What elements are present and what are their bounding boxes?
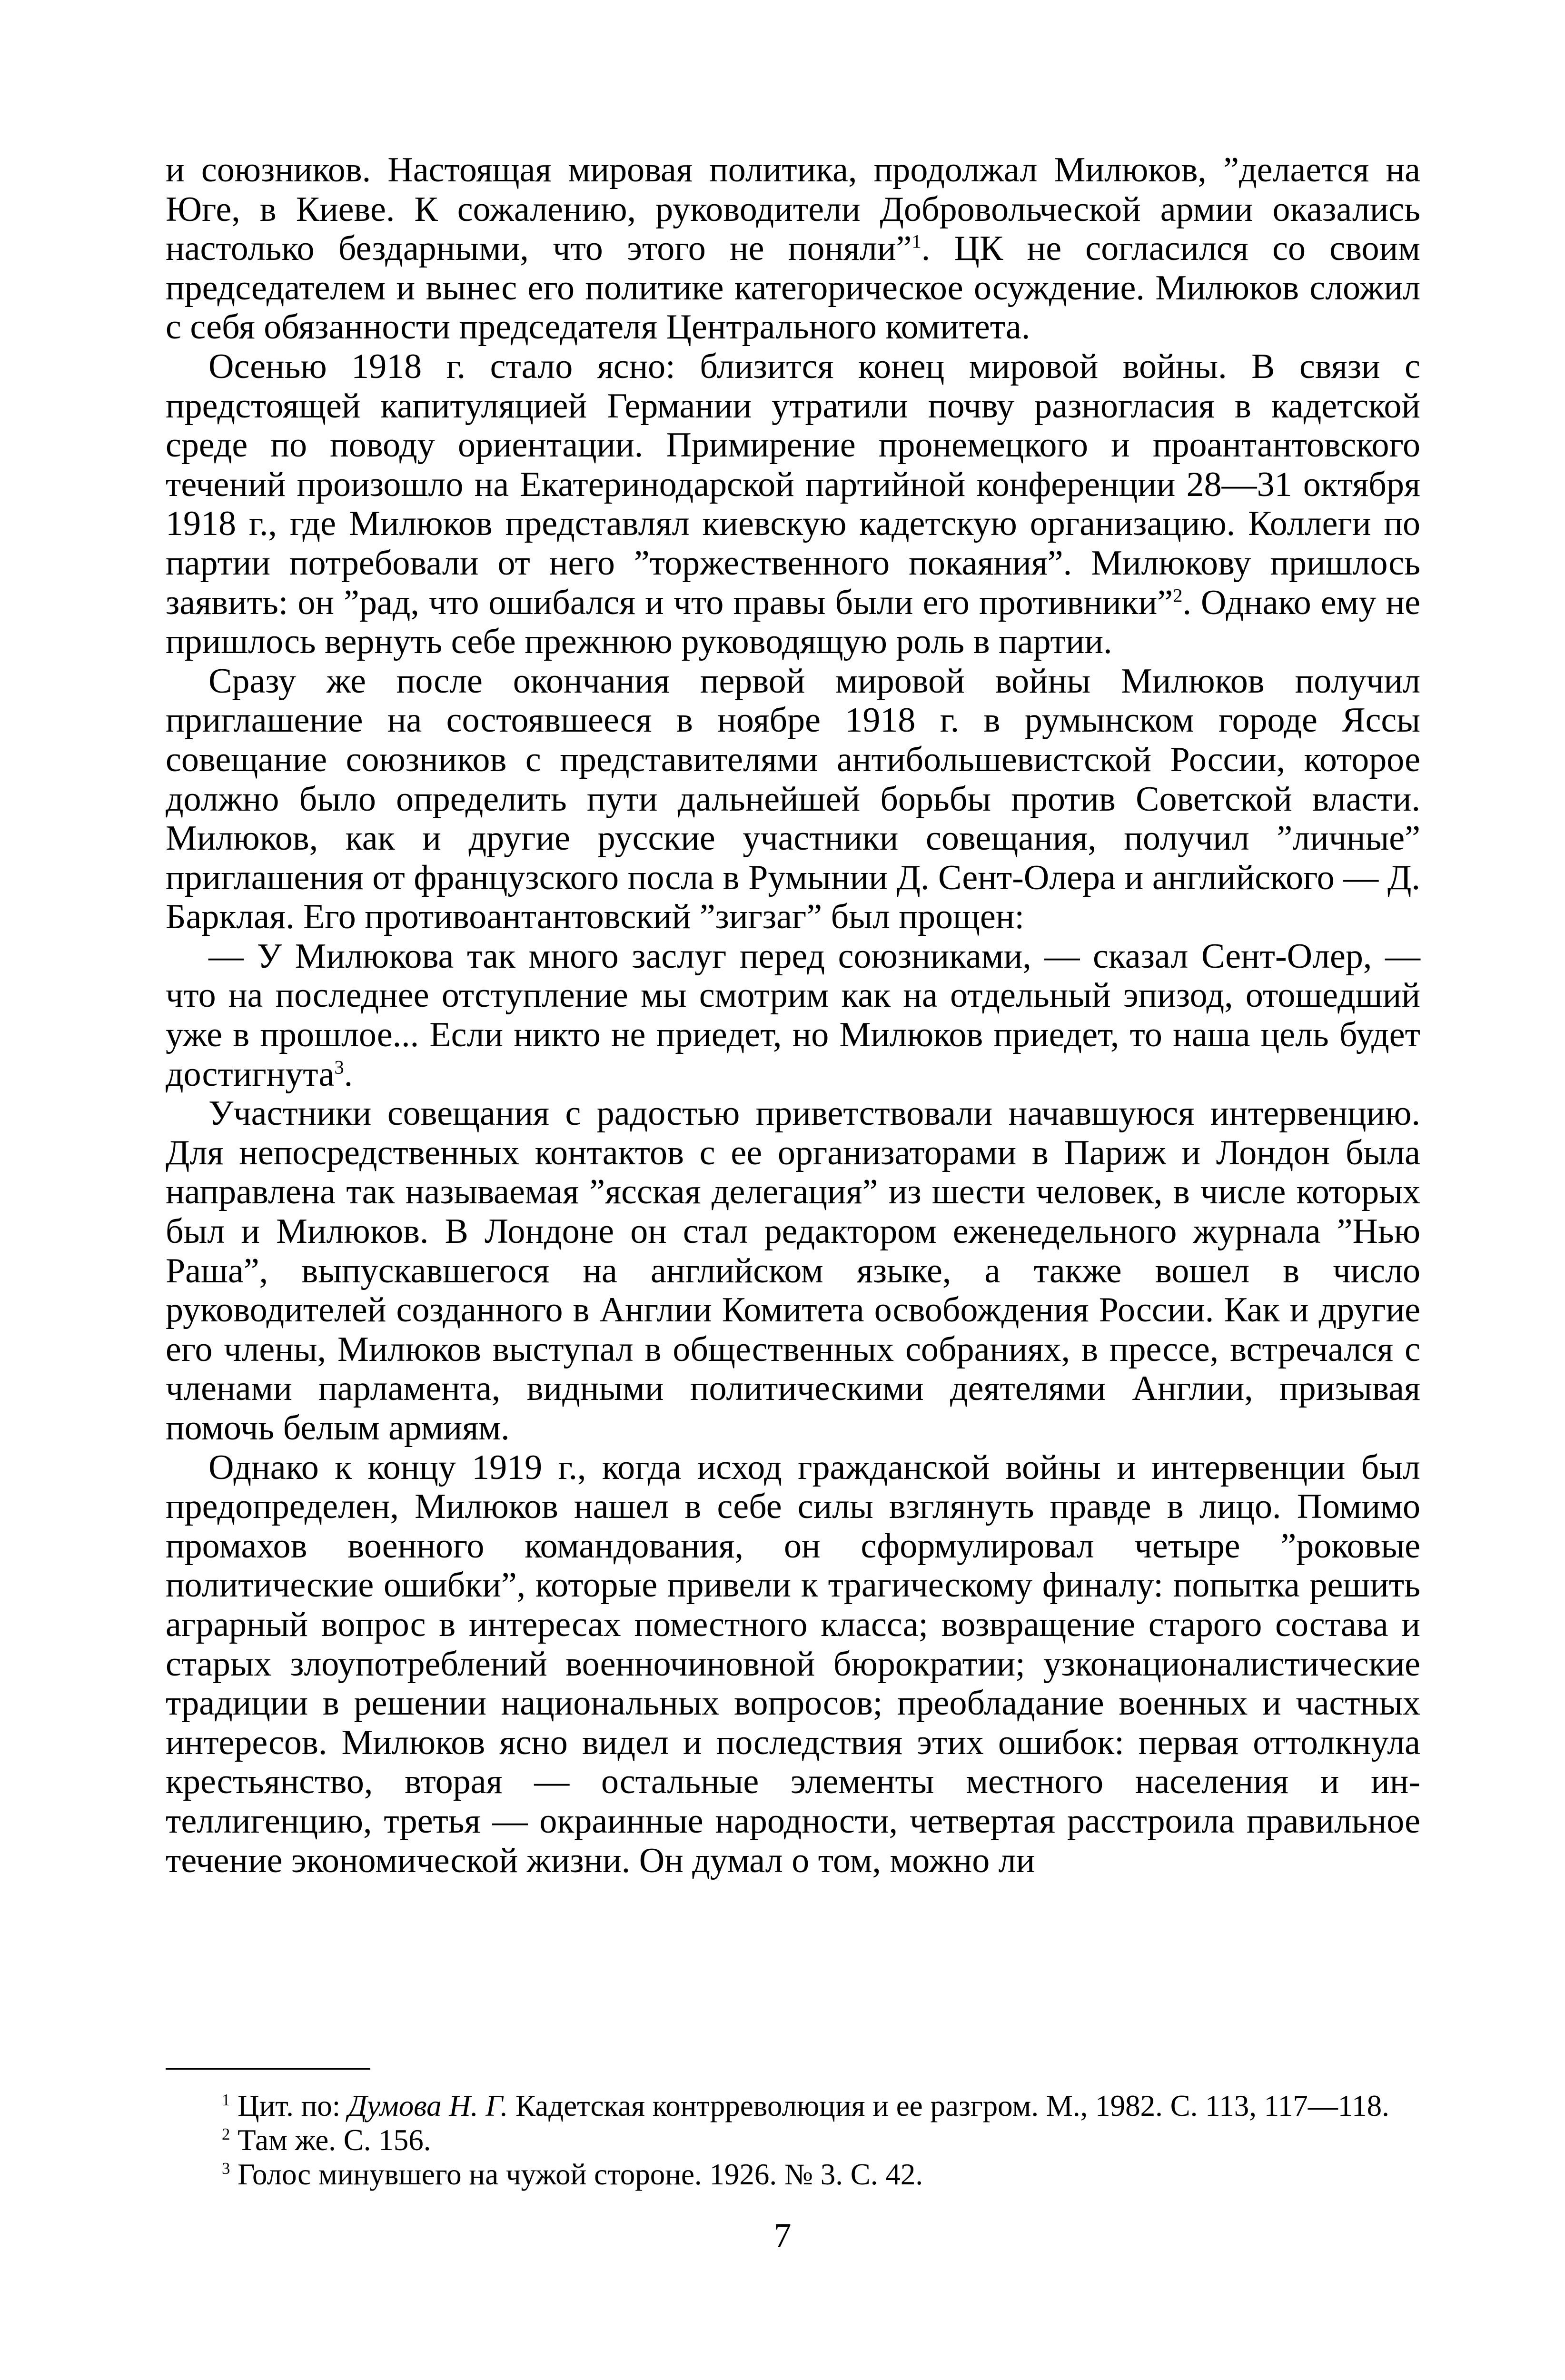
paragraph-text: Однако к концу 1919 г., когда исход гражданской войны и интервенции был предопределен, Милюков нашел в себе силы взглянуть правде в лицо. Помимо промахов военного командования, он сформулировал четыре ”роковые политические ошибки”, которые привели к трагическому финалу: попытка решить аграрный вопрос в интересах поместного класса; возвращение старого состава и старых злоупотреблений военночиновной бюрократии; узконационалистические традиции в решении национальных вопросов; преобладание военных и частных интересов. Милюков ясно видел и последствия этих ошибок: первая оттолкнула крестьянство, вторая — остальные элементы местного населения и интеллигенцию, третья — окраинные народности, четвертая расстроила правильное течение экономической жизни. Он думал о том, можно ли — [166, 1448, 1420, 1880]
paragraph-text: Сразу же после окончания первой мировой войны Милюков получил приглашение на состоявшееся в ноябре 1918 г. в румынском городе Яссы совещание союзников с представителями антибольшевистской России, которое должно было определить пути дальнейшей борьбы против Советской власти. Милюков, как и другие русские участники совещания, получил ”личные” приглашения от французского посла в Румынии Д. Сент-Олера и английского — Д. Барклая. Его противоантантовский ”зигзаг” был прощен: — [166, 661, 1420, 937]
footnote-mark: 1 — [222, 2091, 230, 2109]
paragraph-2 — [166, 347, 1420, 662]
paragraph-text: и союзников. Настоящая мировая политика, продолжал Милюков, ”делается на Юге, в Киеве. К сожалению, руководители Добровольческой армии оказались настолько бездарными, что этого не поняли” — [166, 150, 1420, 268]
paragraph-4-quote — [166, 937, 1420, 1094]
main-text — [166, 150, 1420, 1880]
footnote-ref-2[interactable]: 2 — [1173, 584, 1183, 606]
paragraph-1 — [166, 150, 1420, 347]
footnote-3 — [166, 2157, 1420, 2192]
footnote-text: Голос минувшего на чужой стороне. 1926. № 3. С. 42. — [238, 2158, 923, 2191]
paragraph-6 — [166, 1448, 1420, 1881]
paragraph-5 — [166, 1094, 1420, 1448]
paragraph-text: Участники совещания с радостью приветствовали начавшуюся интервенцию. Для непосредственных контактов с ее организаторами в Париж и Лондон была направлена так называемая ”ясская делегация” из шести человек, в числе которых был и Милюков. В Лондоне он стал редактором еженедельного журнала ”Нью Раша”, выпускавшегося на английском языке, а также вошел в число руководителей созданного в Англии Комитета освобождения России. Как и другие его члены, Милюков выступал в общественных собраниях, в прессе, встречался с членами парламента, видными политическими деятелями Англии, призывая помочь белым армиям. — [166, 1094, 1420, 1448]
footnote-ref-3[interactable]: 3 — [334, 1056, 344, 1078]
page-number: 7 — [773, 2216, 792, 2255]
footnote-mark: 2 — [222, 2125, 230, 2143]
paragraph-text: Осенью 1918 г. стало ясно: близится конец мировой войны. В связи с предстоящей капитуляцией Германии утратили почву разногласия в кадетской среде по поводу ориентации. Примирение пронемецкого и проантантовского течений произошло на Екатеринодарской партийной конференции 28—31 октября 1918 г., где Милюков представлял киевскую кадетскую организацию. Коллеги по партии потребовали от него ”торжественного покаяния”. Милюкову пришлось заявить: он ”рад, что ошибался и что правы были его противники” — [166, 347, 1420, 622]
paragraph-text: — У Милюкова так много заслуг перед союзниками, — сказал Сент-Олер, — что на последнее отступление мы смотрим как на отдельный эпизод, отошедший уже в прошлое... Если никто не приедет, но Милюков приедет, то наша цель будет достигнута — [166, 936, 1420, 1094]
footnote-text: Там же. С. 156. — [238, 2123, 431, 2157]
paragraph-text-tail: . — [344, 1054, 353, 1094]
paragraph-text-tail: . Однако ему не пришлось вернуть себе прежнюю руководящую роль в партии. — [166, 583, 1421, 662]
footnote-divider — [166, 2068, 370, 2070]
footnote-text-tail: Кадетская контрреволюция и ее разгром. М., 1982. С. 113, 117—118. — [508, 2089, 1389, 2122]
footnote-ref-1[interactable]: 1 — [911, 230, 921, 252]
footnotes — [166, 2089, 1420, 2192]
paragraph-text-tail: . ЦК не согласился со своим председателем и вынес его политике категорическое осуждение. Милюков сложил с себя обязанности председателя Центрального комитета. — [166, 229, 1420, 347]
footnote-text: Цит. по: — [238, 2089, 348, 2122]
footnote-1 — [166, 2089, 1420, 2123]
paragraph-3 — [166, 662, 1420, 937]
footnote-author: Думова Н. Г. — [348, 2089, 508, 2122]
footnote-mark: 3 — [222, 2160, 230, 2178]
footnote-2 — [166, 2123, 1420, 2157]
